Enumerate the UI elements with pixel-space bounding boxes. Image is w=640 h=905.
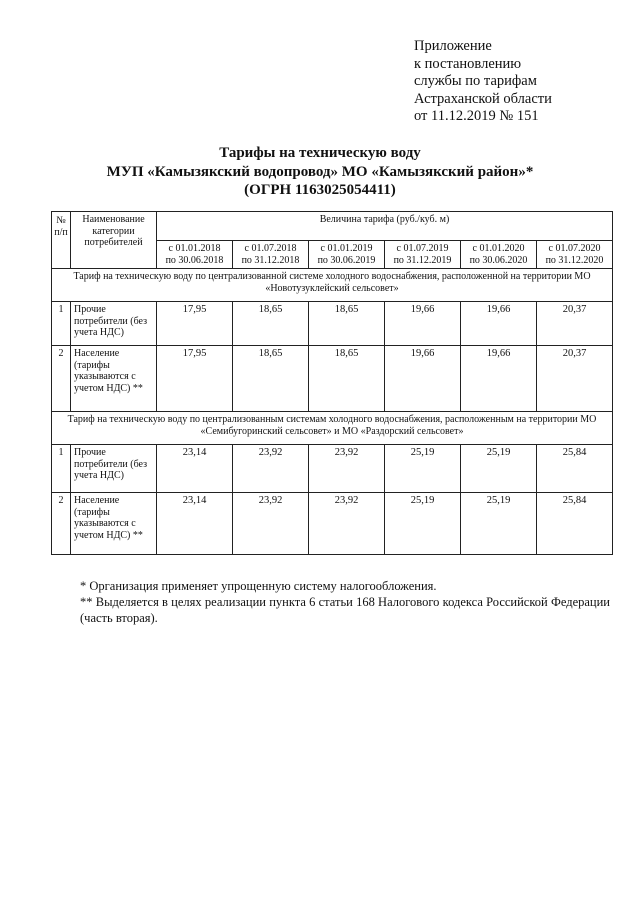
appendix-line: от 11.12.2019 № 151 [414,108,539,124]
tariff-value: 23,92 [309,493,385,555]
row-num: 2 [52,346,71,412]
row-num: 1 [52,302,71,346]
tariff-value: 20,37 [537,302,613,346]
title-line-1: Тарифы на техническую воду [219,145,421,161]
tariff-value: 23,14 [157,445,233,493]
header-tariff-value: Величина тарифа (руб./куб. м) [157,212,613,241]
section-heading-row [52,412,613,445]
tariff-value: 25,19 [461,493,537,555]
appendix-block [414,38,552,126]
row-category: Прочие потребители (без учета НДС) [71,445,157,493]
tariff-value: 25,19 [385,445,461,493]
row-category: Население (тарифы указываются с учетом НДС) ** [71,346,157,412]
period-cell: с 01.07.2020 по 31.12.2020 [537,241,613,269]
section-heading: Тариф на техническую воду по централизованной системе холодного водоснабжения, расположенной на территории МО «Новотузуклейский сельсовет» [52,269,613,302]
period-cell: с 01.01.2018 по 30.06.2018 [157,241,233,269]
tariff-value: 18,65 [233,302,309,346]
table-row [52,302,613,346]
tariff-value: 19,66 [461,302,537,346]
tariff-value: 18,65 [233,346,309,412]
period-cell: с 01.01.2019 по 30.06.2019 [309,241,385,269]
table-row [52,493,613,555]
footnotes [80,578,610,626]
section-heading-row [52,269,613,302]
tariff-value: 18,65 [309,302,385,346]
appendix-line: к постановлению [414,55,522,72]
tariff-value: 19,66 [385,302,461,346]
table-row [52,445,613,493]
header-category: Наименование категории потребителей [71,212,157,269]
appendix-line: службы по тарифам [414,73,537,89]
appendix-line: Приложение [414,38,492,54]
tariff-value: 25,84 [537,493,613,555]
table-header-row [52,212,613,241]
tariff-value: 23,92 [309,445,385,493]
row-num: 1 [52,445,71,493]
row-category: Население (тарифы указываются с учетом НДС) ** [71,493,157,555]
tariff-value: 25,84 [537,445,613,493]
tariff-value: 17,95 [157,302,233,346]
row-num: 2 [52,493,71,555]
tariff-value: 19,66 [461,346,537,412]
footnote-1: * Организация применяет упрощенную систему налогообложения. [80,579,437,593]
tariff-value: 23,92 [233,493,309,555]
title-line-3: (ОГРН 1163025054411) [244,182,396,198]
header-num: № п/п [52,212,71,269]
row-category: Прочие потребители (без учета НДС) [71,302,157,346]
tariff-value: 25,19 [385,493,461,555]
section-heading: Тариф на техническую воду по централизованным системам холодного водоснабжения, расположенным на территории МО «Семибугоринский сельсовет» и МО «Раздорский сельсовет» [52,412,613,445]
period-cell: с 01.07.2018 по 31.12.2018 [233,241,309,269]
tariff-value: 19,66 [385,346,461,412]
tariff-value: 25,19 [461,445,537,493]
appendix-line: Астраханской области [414,90,552,107]
tariff-value: 23,14 [157,493,233,555]
document-title [0,144,640,200]
title-line-2: МУП «Камызякский водопровод» МО «Камызякский район»* [106,163,534,180]
tariff-value: 20,37 [537,346,613,412]
table-row [52,346,613,412]
period-cell: с 01.01.2020 по 30.06.2020 [461,241,537,269]
period-cell: с 01.07.2019 по 31.12.2019 [385,241,461,269]
tariff-value: 18,65 [309,346,385,412]
tariff-value: 23,92 [233,445,309,493]
tariff-table [51,211,613,555]
footnote-2: ** Выделяется в целях реализации пункта 6 статьи 168 Налогового кодекса Российской Федерации (часть вторая). [80,595,610,625]
tariff-value: 17,95 [157,346,233,412]
